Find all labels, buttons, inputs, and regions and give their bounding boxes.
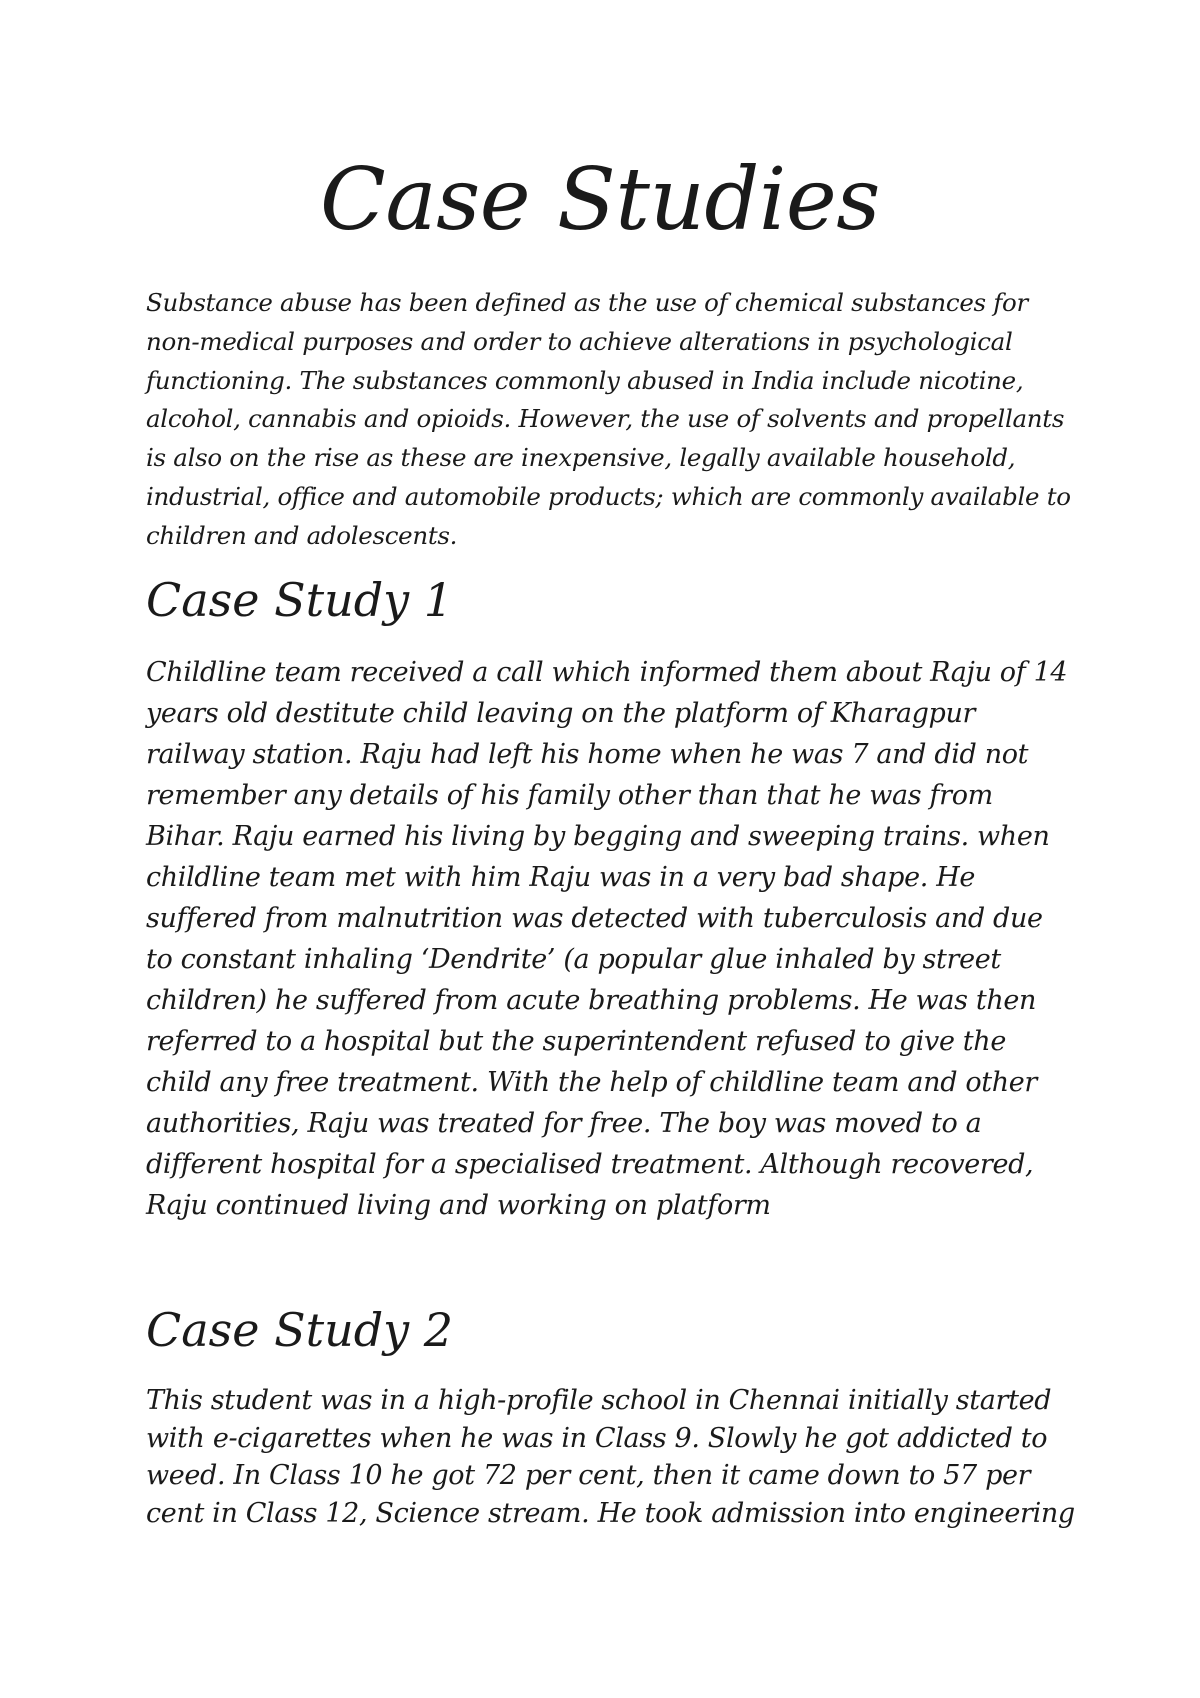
case-study-2-body: This student was in a high-profile school in Chennai initially started with e-cigarettes when he was in Class 9. Slowly he got addicted to weed. In Class 10 he got 72 per cent, then it came down to 57 per cent in Class 12, Science stream. He took admission into engineering	[146, 1385, 1075, 1529]
case-study-1-body: Childline team received a call which informed them about Raju of 14 years old destitute child leaving on the platform of Kharagpur railway station. Raju had left his home when he was 7 and did not remember any details of his family other than that he was from Bihar. Raju earned his living by begging and sweeping trains. when childline team met with him Raju was in a very bad shape. He suffered from malnutrition was detected with tuberculosis and due to constant inhaling ‘Dendrite’ (a popular glue inhaled by street children) he suffered from acute breathing problems. He was then referred to a hospital but the superintendent refused to give the child any free treatment. With the help of childline team and other authorities, Raju was treated for free. The boy was moved to a different hospital for a specialised treatment. Although recovered, Raju continued living and working on platform	[146, 657, 1068, 1221]
case-study-1-heading: Case Study 1	[146, 573, 454, 627]
case-study-2-heading: Case Study 2	[146, 1303, 454, 1357]
page-title: Case Studies	[320, 150, 880, 250]
intro-paragraph: Substance abuse has been defined as the use of chemical substances for non-medical purposes and order to achieve alterations in psychological functioning. The substances commonly abused in India include nicotine, alcohol, cannabis and opioids. However, the use of solvents and propellants is also on the rise as these are inexpensive, legally available household, industrial, office and automobile products; which are commonly available to children and adolescents.	[146, 288, 1071, 550]
